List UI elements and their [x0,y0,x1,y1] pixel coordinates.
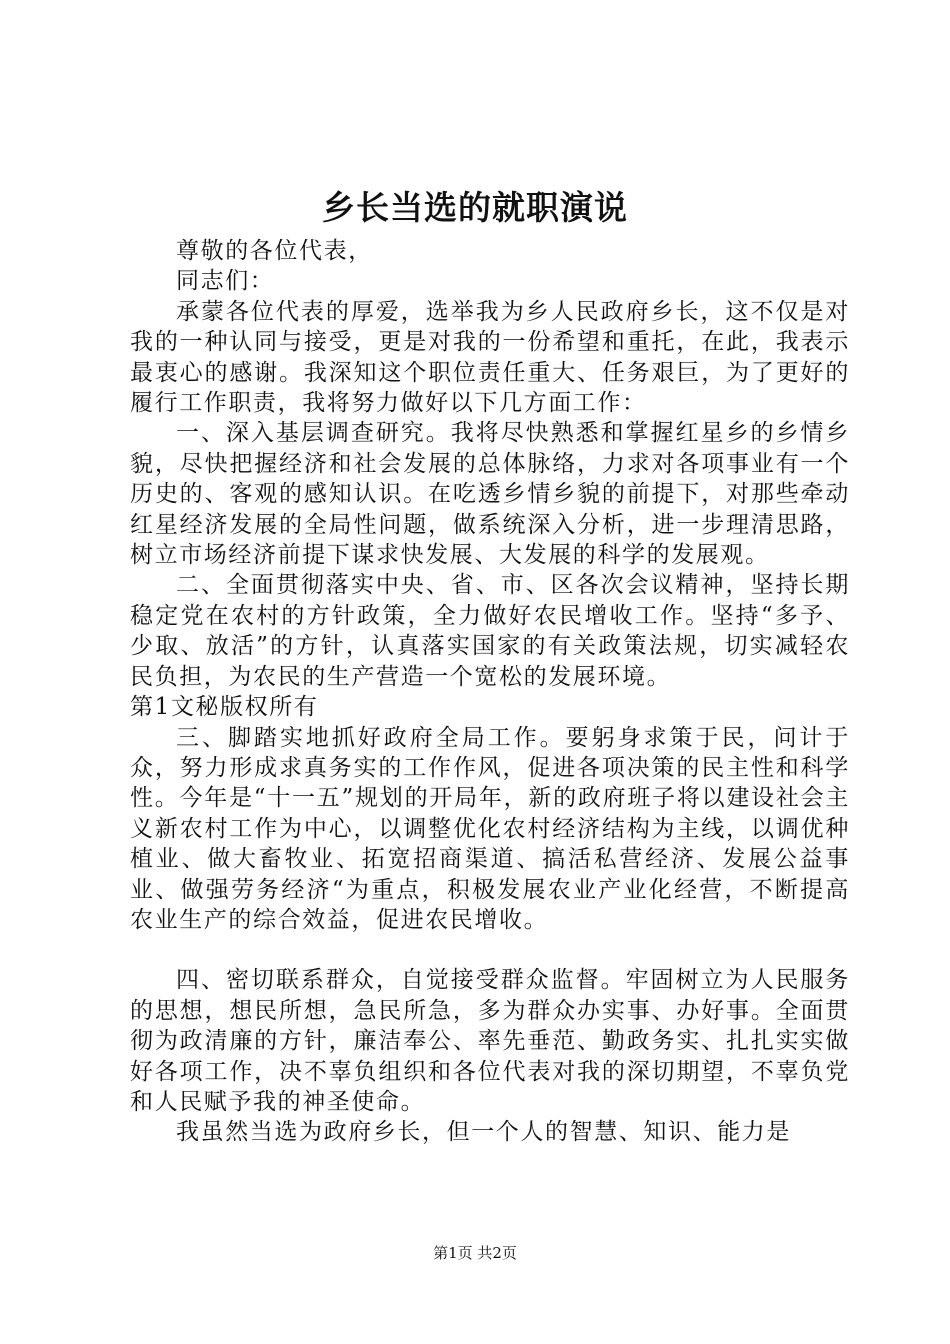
paragraph-point-one: 一、深入基层调查研究。我将尽快熟悉和掌握红星乡的乡情乡貌，尽快把握经济和社会发展的总体脉络，力求对各项事业有一个历史的、客观的感知认识。在吃透乡情乡貌的前提下，对那些牵动红星经济发展的全局性问题，做系统深入分析，进一步理清思路，树立市场经济前提下谋求快发展、大发展的科学的发展观。 [130,420,850,569]
document-body [130,236,850,1148]
paragraph-point-four: 四、密切联系群众，自觉接受群众监督。牢固树立为人民服务的思想，想民所想，急民所急，多为群众办实事、办好事。全面贯彻为政清廉的方针，廉洁奉公、率先垂范、勤政务实、扎扎实实做好各项工作，决不辜负组织和各位代表对我的深切期望，不辜负党和人民赋予我的神圣使命。 [130,967,850,1115]
salutation-delegates: 尊敬的各位代表， [176,238,373,264]
salutation-comrades: 同志们： [176,268,275,295]
paragraph-closing: 我虽然当选为政府乡长，但一个人的智慧、知识、能力是 [176,1119,791,1146]
paragraph-intro: 承蒙各位代表的厚爱，选举我为乡人民政府乡长，这不仅是对我的一种认同与接受，更是对我的一份希望和重托，在此，我表示最衷心的感谢。我深知这个职位责任重大、任务艰巨，为了更好的履行工作职责，我将努力做好以下几方面工作： [130,298,850,417]
copyright-line: 第1文秘版权所有 [130,694,319,721]
paragraph-point-two: 二、全面贯彻落实中央、省、市、区各次会议精神，坚持长期稳定党在农村的方针政策，全力做好农民增收工作。坚持“多予、少取、放活”的方针，认真落实国家的有关政策法规，切实减轻农民负担，为农民的生产营造一个宽松的发展环境。 [130,572,850,690]
paragraph-point-three: 三、脚踏实地抓好政府全局工作。要躬身求策于民，问计于众，努力形成求真务实的工作作风，促进各项决策的民主性和科学性。今年是“十一五”规划的开局年，新的政府班子将以建设社会主义新农村工作为中心，以调整优化农村经济结构为主线，以调优种植业、做大畜牧业、拓宽招商渠道、搞活私营经济、发展公益事业、做强劳务经济“为重点，积极发展农业产业化经营，不断提高农业生产的综合效益，促进农民增收。 [130,724,850,933]
page-title: 乡长当选的就职演说 [322,188,628,227]
page-footer: 第1页 共2页 [433,1244,517,1262]
